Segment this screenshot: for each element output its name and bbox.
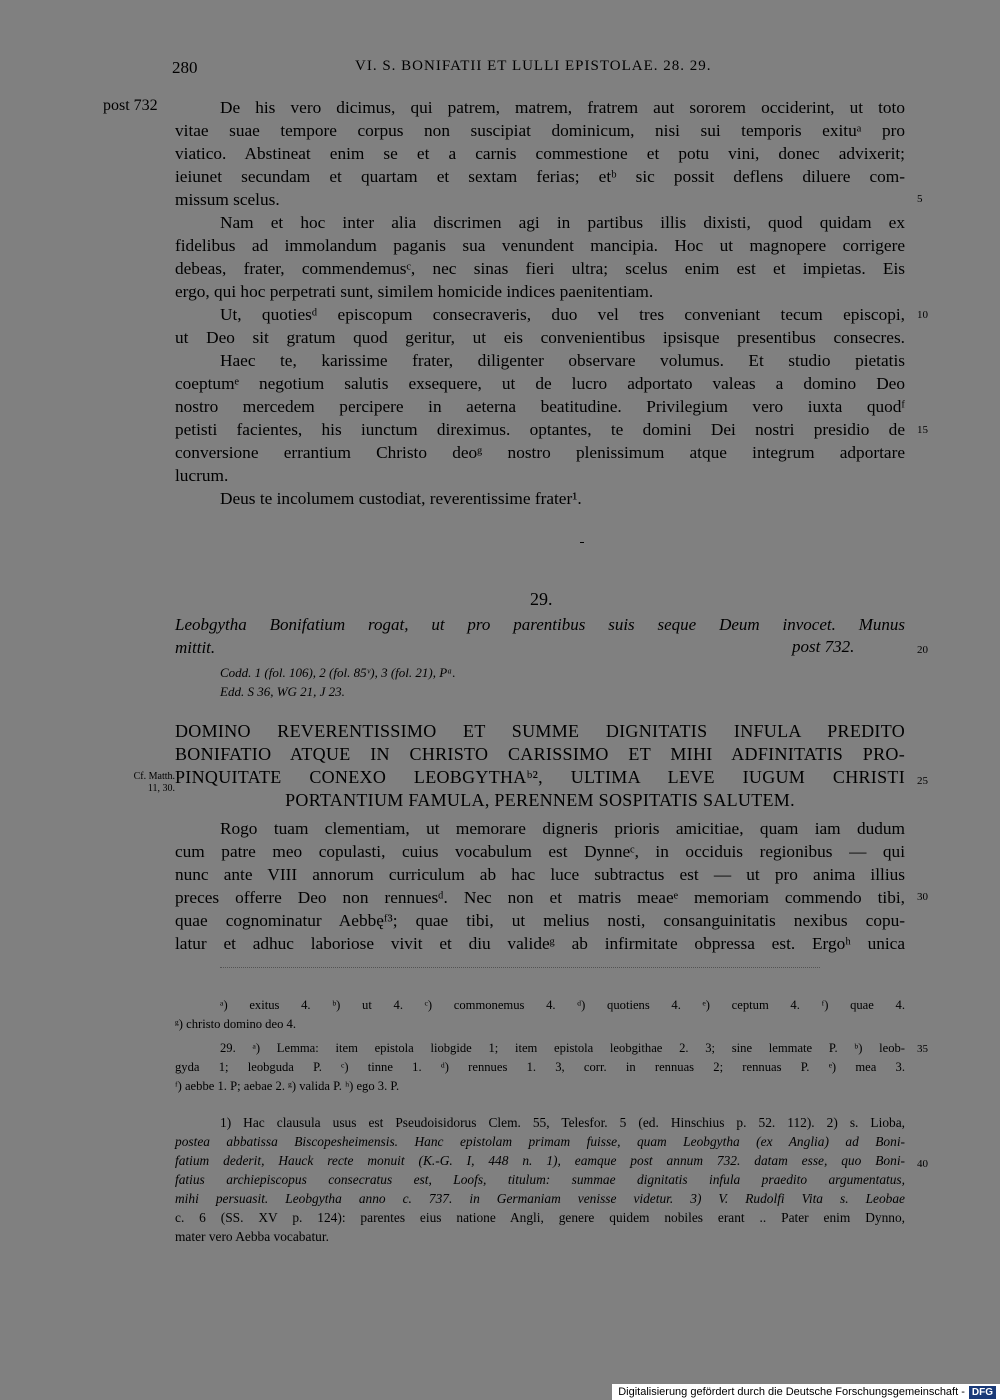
body-line: missum scelus. <box>175 190 280 209</box>
footer-text: Digitalisierung gefördert durch die Deutsche Forschungsgemeinschaft - <box>618 1386 965 1398</box>
note-line: postea abbatissa Biscopesheimensis. Hanc epistolam primam fuisse, quam Leobgytha (ex Anglia) ad Boni- <box>175 1134 905 1149</box>
letter-summary: Leobgytha Bonifatium rogat, ut pro parentibus suis seque Deum invocet. Munus <box>175 615 905 634</box>
line-number: 40 <box>917 1158 928 1170</box>
body-line: Nam et hoc inter alia discrimen agi in partibus illis dixisti, quod quidam ex <box>220 213 905 232</box>
body-line: Haec te, karissime frater, diligenter observare volumus. Et studio pietatis <box>220 351 905 370</box>
body-line: conversione errantium Christo deoᵍ nostro plenissimum atque integrum adportare <box>175 443 905 462</box>
note-line: mihi persuasit. Leobgytha anno c. 737. in Germaniam venisse videtur. 3) V. Rudolfi Vita s. Leobae <box>175 1191 905 1206</box>
body-line: Deus te incolumem custodiat, reverentissime frater¹. <box>220 489 582 508</box>
address-line: DOMINO REVERENTISSIMO ET SUMME DIGNITATIS INFULA PREDITO <box>175 721 905 741</box>
body-line: lucrum. <box>175 466 229 485</box>
margin-reference-book: Cf. Matth. <box>133 771 175 782</box>
margin-reference <box>120 771 175 795</box>
body-line: petisti facientes, his iunctum direximus. optantes, te domini Dei nostri presidio de <box>175 420 905 439</box>
letter-line: preces offerre Deo non rennuesᵈ. Nec non et matris meaeᵉ memoriam commendo tibi, <box>175 888 905 907</box>
body-line: ieiunet secundam et quartam et sextam ferias; etᵇ sic possit deflens diluere com- <box>175 167 905 186</box>
body-line: Ut, quotiesᵈ episcopum consecraveris, duo vel tres conveniant tecum episcopi, <box>220 305 905 324</box>
running-title: VI. S. BONIFATII ET LULLI EPISTOLAE. 28. 29. <box>355 58 712 74</box>
body-line: vitae suae tempore corpus non suscipiat dominicum, nisi sui temporis exituᵃ pro <box>175 121 905 140</box>
editions-line: Edd. S 36, WG 21, J 23. <box>220 684 345 699</box>
digitization-footer <box>612 1384 1000 1400</box>
apparatus-line: 29. ᵃ) Lemma: item epistola liobgide 1; item epistola leobgithae 2. 3; sine lemmate P. ᵇ) leob- <box>220 1041 905 1055</box>
page-number: 280 <box>172 58 198 77</box>
line-number: 15 <box>917 424 928 436</box>
address-line: PORTANTIUM FAMULA, PERENNEM SOSPITATIS SALUTEM. <box>285 790 795 810</box>
line-number: 10 <box>917 309 928 321</box>
apparatus-line: ᶠ) aebbe 1. P; aebae 2. ᵍ) valida P. ʰ) ego 3. P. <box>175 1079 400 1093</box>
letter-line: Rogo tuam clementiam, ut memorare digneris prioris amicitiae, quam iam dudum <box>220 819 905 838</box>
apparatus-line: ᵃ) exitus 4. ᵇ) ut 4. ᶜ) commonemus 4. ᵈ) quotiens 4. ᵉ) ceptum 4. ᶠ) quae 4. <box>220 998 905 1012</box>
letter-line: latur et adhuc laboriose vivit et diu valideᵍ ab infirmitate obpressa est. Ergoʰ unica <box>175 934 905 953</box>
apparatus-line: gyda 1; leobguda P. ᶜ) tinne 1. ᵈ) rennues 1. 3, corr. in rennuas 2; rennuas P. ᵉ) mea 3. <box>175 1060 905 1074</box>
letter-number: 29. <box>530 589 553 609</box>
body-line: De his vero dicimus, qui patrem, matrem, fratrem aut sororem occiderint, ut toto <box>220 98 905 117</box>
dfg-logo: DFG <box>969 1386 996 1399</box>
body-line: viatico. Abstineat enim se et a carnis commestione et potu vini, donec advixerit; <box>175 144 905 163</box>
line-number: 35 <box>917 1043 928 1055</box>
line-number: 20 <box>917 644 928 656</box>
line-number: 25 <box>917 775 928 787</box>
letter-line: nunc ante VIII annorum curriculum ab hac luce subtractus est — ut pro anima illius <box>175 865 905 884</box>
letter-line: cum patre meo copulasti, cuius vocabulum est Dynneᶜ, in occiduis regionibus — qui <box>175 842 905 861</box>
line-number: 5 <box>917 193 923 205</box>
address-line: BONIFATIO ATQUE IN CHRISTO CARISSIMO ET MIHI ADFINITATIS PRO- <box>175 744 905 764</box>
letter-summary-end: mittit. <box>175 638 216 657</box>
codices-line: Codd. 1 (fol. 106), 2 (fol. 85ᵛ), 3 (fol. 21), Pᵃ. <box>220 665 456 680</box>
note-line: c. 6 (SS. XV p. 124): parentes eius natione Angli, genere quidem nobiles erant .. Pater enim Dynno, <box>175 1210 905 1225</box>
body-line: debeas, frater, commendemusᶜ, nec sinas fieri ultra; scelus enim est et impietas. Eis <box>175 259 905 278</box>
body-line: ergo, qui hoc perpetrati sunt, similem homicide indices paenitentiam. <box>175 282 654 301</box>
body-line: fidelibus ad immolandum paganis sua venundent mancipia. Hoc ut magnopere corrigere <box>175 236 905 255</box>
line-number: 30 <box>917 891 928 903</box>
margin-date: post 732 <box>103 97 158 114</box>
letter-line: quae cognominatur Aebbęᶠ³; quae tibi, ut melius nosti, consanguinitatis nexibus copu- <box>175 911 905 930</box>
section-separator <box>580 542 584 543</box>
body-line: coeptumᵉ negotium salutis exsequere, ut de lucro adportato valeas a domino Deo <box>175 374 905 393</box>
letter-date: post 732. <box>792 637 855 656</box>
note-line: fatium dederit, Hauck recte monuit (K.-G. I, 448 n. 1), eamque post annum 732. datam esse, quo Boni- <box>175 1153 905 1168</box>
body-line: nostro mercedem percipere in aeterna beatitudine. Privilegium vero iuxta quodᶠ <box>175 397 905 416</box>
margin-reference-verse: 11, 30. <box>147 783 175 794</box>
apparatus-line: ᵍ) christo domino deo 4. <box>175 1017 296 1031</box>
note-line: fatius archiepiscopus consecratus est, Loofs, titulum: summae dignitatis infula praedito argumentatus, <box>175 1172 905 1187</box>
address-line: PINQUITATE CONEXO LEOBGYTHAᵇ², ULTIMA LEVE IUGUM CHRISTI <box>175 767 905 787</box>
body-line: ut Deo sit gratum quod geritur, ut eis convenientibus ipsisque presentibus consecres. <box>175 328 905 347</box>
note-line: 1) Hac clausula usus est Pseudoisidorus Clem. 55, Telesfor. 5 (ed. Hinschius p. 52. 112). 2) s. Lioba, <box>220 1115 905 1130</box>
faded-line <box>220 967 820 974</box>
note-line: mater vero Aebba vocabatur. <box>175 1229 329 1244</box>
